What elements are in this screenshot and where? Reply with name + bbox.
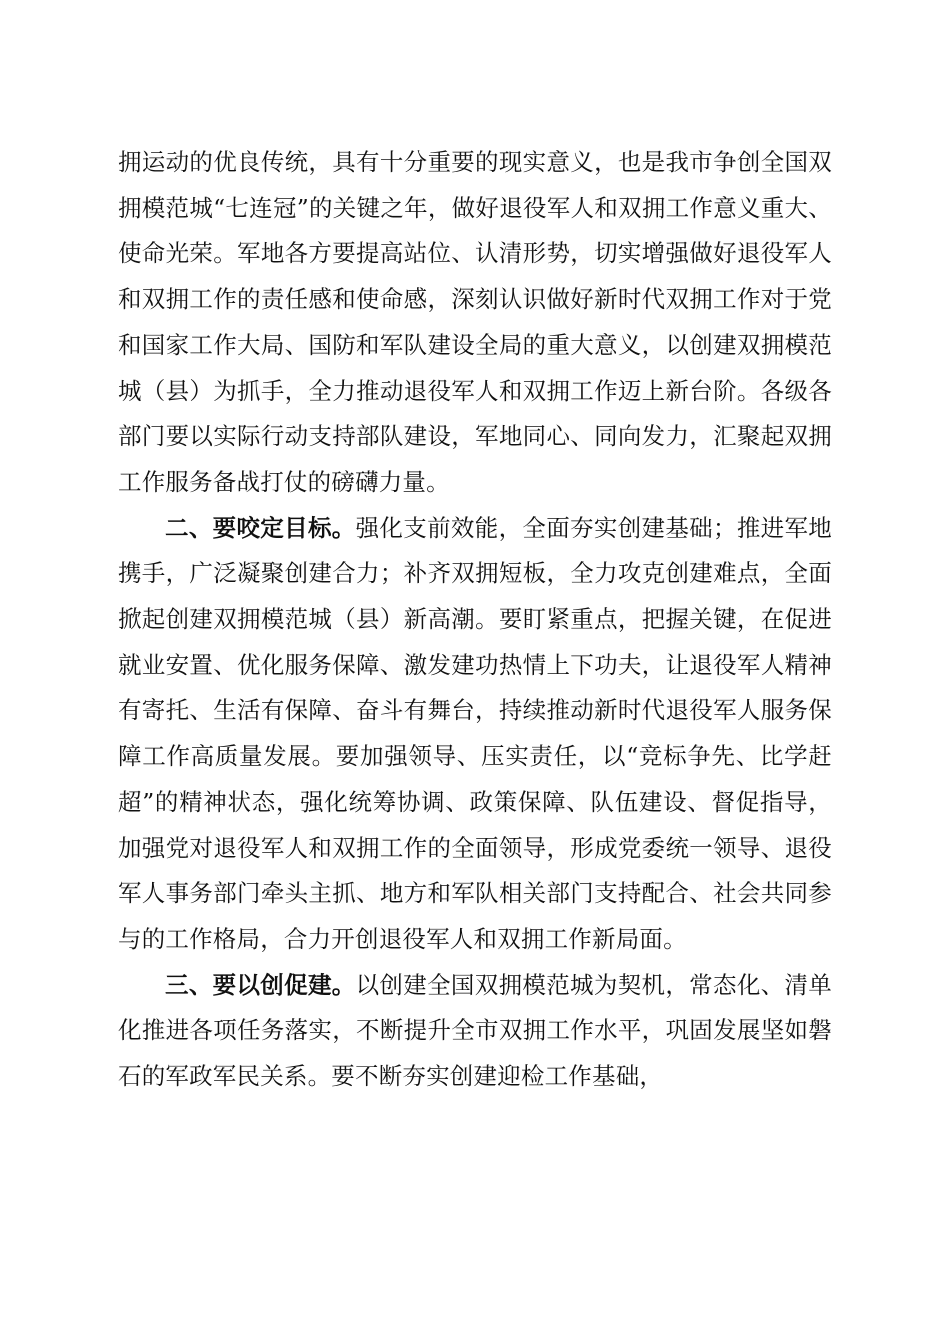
paragraph-text: 以创建全国双拥模范城为契机，常态化、清单化推进各项任务落实，不断提升全市双拥工作水平，巩固发展坚如磐石的军政军民关系。要不断夯实创建迎检工作基础， bbox=[118, 970, 832, 1091]
section-heading-three: 三、要以创促建。 bbox=[165, 970, 356, 999]
paragraph-section-three bbox=[118, 963, 832, 1100]
paragraph-text: 强化支前效能，全面夯实创建基础；推进军地携手，广泛凝聚创建合力；补齐双拥短板，全力攻克创建难点，全面掀起创建双拥模范城（县）新高潮。要盯紧重点，把握关键，在促进就业安置、优化服务保障、激发建功热情上下功夫，让退役军人精神有寄托、生活有保障、奋斗有舞台，持续推动新时代退役军人服务保障工作高质量发展。要加强领导、压实责任，以“竞标争先、比学赶超”的精神状态，强化统筹协调、政策保障、队伍建设、督促指导，加强党对退役军人和双拥工作的全面领导，形成党委统一领导、退役军人事务部门牵头主抓、地方和军队相关部门支持配合、社会共同参与的工作格局，合力开创退役军人和双拥工作新局面。 bbox=[118, 513, 832, 953]
paragraph-continuation bbox=[118, 140, 832, 506]
section-heading-two: 二、要咬定目标。 bbox=[165, 513, 356, 542]
document-body bbox=[118, 140, 832, 1100]
paragraph-text: 拥运动的优良传统，具有十分重要的现实意义，也是我市争创全国双拥模范城“七连冠”的关键之年，做好退役军人和双拥工作意义重大、使命光荣。军地各方要提高站位、认清形势，切实增强做好退役军人和双拥工作的责任感和使命感，深刻认识做好新时代双拥工作对于党和国家工作大局、国防和军队建设全局的重大意义，以创建双拥模范城（县）为抓手，全力推动退役军人和双拥工作迈上新台阶。各级各部门要以实际行动支持部队建设，军地同心、同向发力，汇聚起双拥工作服务备战打仗的磅礴力量。 bbox=[118, 148, 832, 496]
paragraph-section-two bbox=[118, 506, 832, 963]
